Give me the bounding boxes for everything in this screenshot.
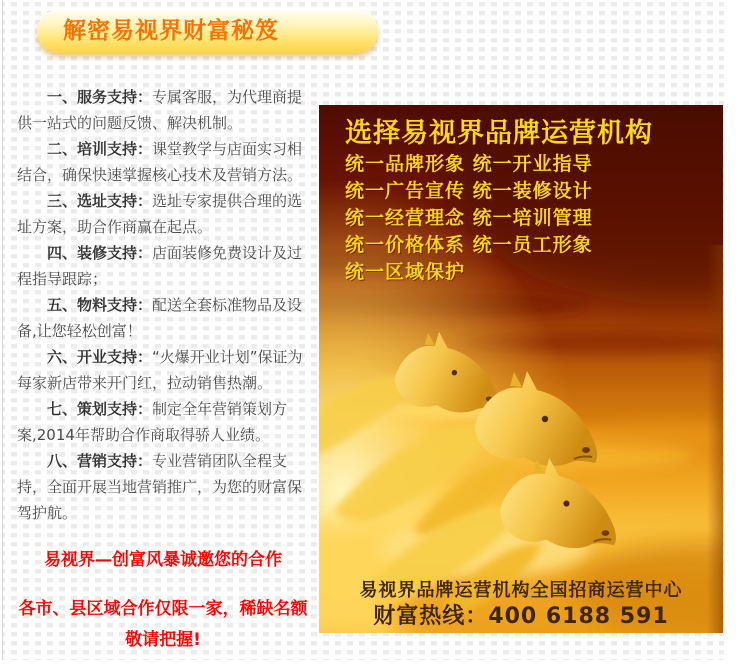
- support-item-text: 专属客服，为代理商提供一站式的问题反馈、解决机制。: [17, 88, 303, 132]
- support-item: [17, 292, 315, 344]
- support-item-text: 制定全年营销策划方案,2014年帮助合作商取得骄人业绩。: [17, 400, 288, 444]
- brand-poster: [319, 105, 723, 633]
- page-title: 解密易视界财富秘笈: [63, 18, 279, 44]
- support-item-text: “火爆开业计划”保证为每家新店带来开门红，拉动销售热潮。: [17, 348, 303, 392]
- support-item: [17, 396, 315, 448]
- support-list: [17, 84, 315, 526]
- support-item-label: 八、营销支持：: [47, 452, 153, 470]
- poster-unified-line: 统一品牌形象 统一开业指导: [345, 153, 593, 175]
- support-item-label: 五、物料支持：: [47, 296, 153, 314]
- hotline-number: 400 6188 591: [488, 604, 669, 629]
- poster-unified-line: 统一区域保护: [345, 261, 466, 283]
- support-item-label: 六、开业支持：: [47, 348, 153, 366]
- support-item-text: 选址专家提供合理的选址方案，助合作商赢在起点。: [17, 192, 303, 236]
- hotline-label: 财富热线：: [373, 604, 489, 629]
- poster-unified-line: 统一价格体系 统一员工形象: [345, 234, 593, 256]
- support-item: [17, 136, 315, 188]
- hotline-line: [319, 603, 723, 631]
- poster-footer: [319, 579, 723, 631]
- support-item: [17, 188, 315, 240]
- invitation-note: 各市、县区域合作仅限一家，稀缺名额敬请把握!: [18, 599, 308, 650]
- content-card: [2, 0, 724, 660]
- poster-title: 选择易视界品牌运营机构: [345, 118, 653, 149]
- support-item-text: 店面装修免费设计及过程指导跟踪；: [17, 244, 303, 288]
- support-item: [17, 240, 315, 292]
- poster-org-line: 易视界品牌运营机构全国招商运营中心: [359, 580, 683, 601]
- support-item-label: 三、选址支持：: [47, 192, 153, 210]
- support-item-text: 课堂教学与店面实习相结合，确保快速掌握核心技术及营销方法。: [17, 140, 303, 184]
- support-item-label: 一、服务支持：: [47, 88, 153, 106]
- support-item: [17, 448, 315, 526]
- support-item: [17, 84, 315, 136]
- invitation-headline: 易视界—创富风暴诚邀您的合作: [44, 550, 282, 570]
- support-item-text: 配送全套标准物品及设备,让您轻松创富！: [17, 296, 303, 340]
- support-item-label: 二、培训支持：: [47, 140, 153, 158]
- poster-unified-line: 统一广告宣传 统一装修设计: [345, 180, 593, 202]
- support-item-label: 四、装修支持：: [47, 244, 153, 262]
- support-item-text: 专业营销团队全程支持，全面开展当地营销推广，为您的财富保驾护航。: [17, 452, 303, 522]
- page-title-banner: [37, 10, 378, 53]
- support-item-label: 七、策划支持：: [47, 400, 153, 418]
- support-item: [17, 344, 315, 396]
- poster-unified-line: 统一经营理念 统一培训管理: [345, 207, 593, 229]
- poster-unified-list: [345, 151, 593, 286]
